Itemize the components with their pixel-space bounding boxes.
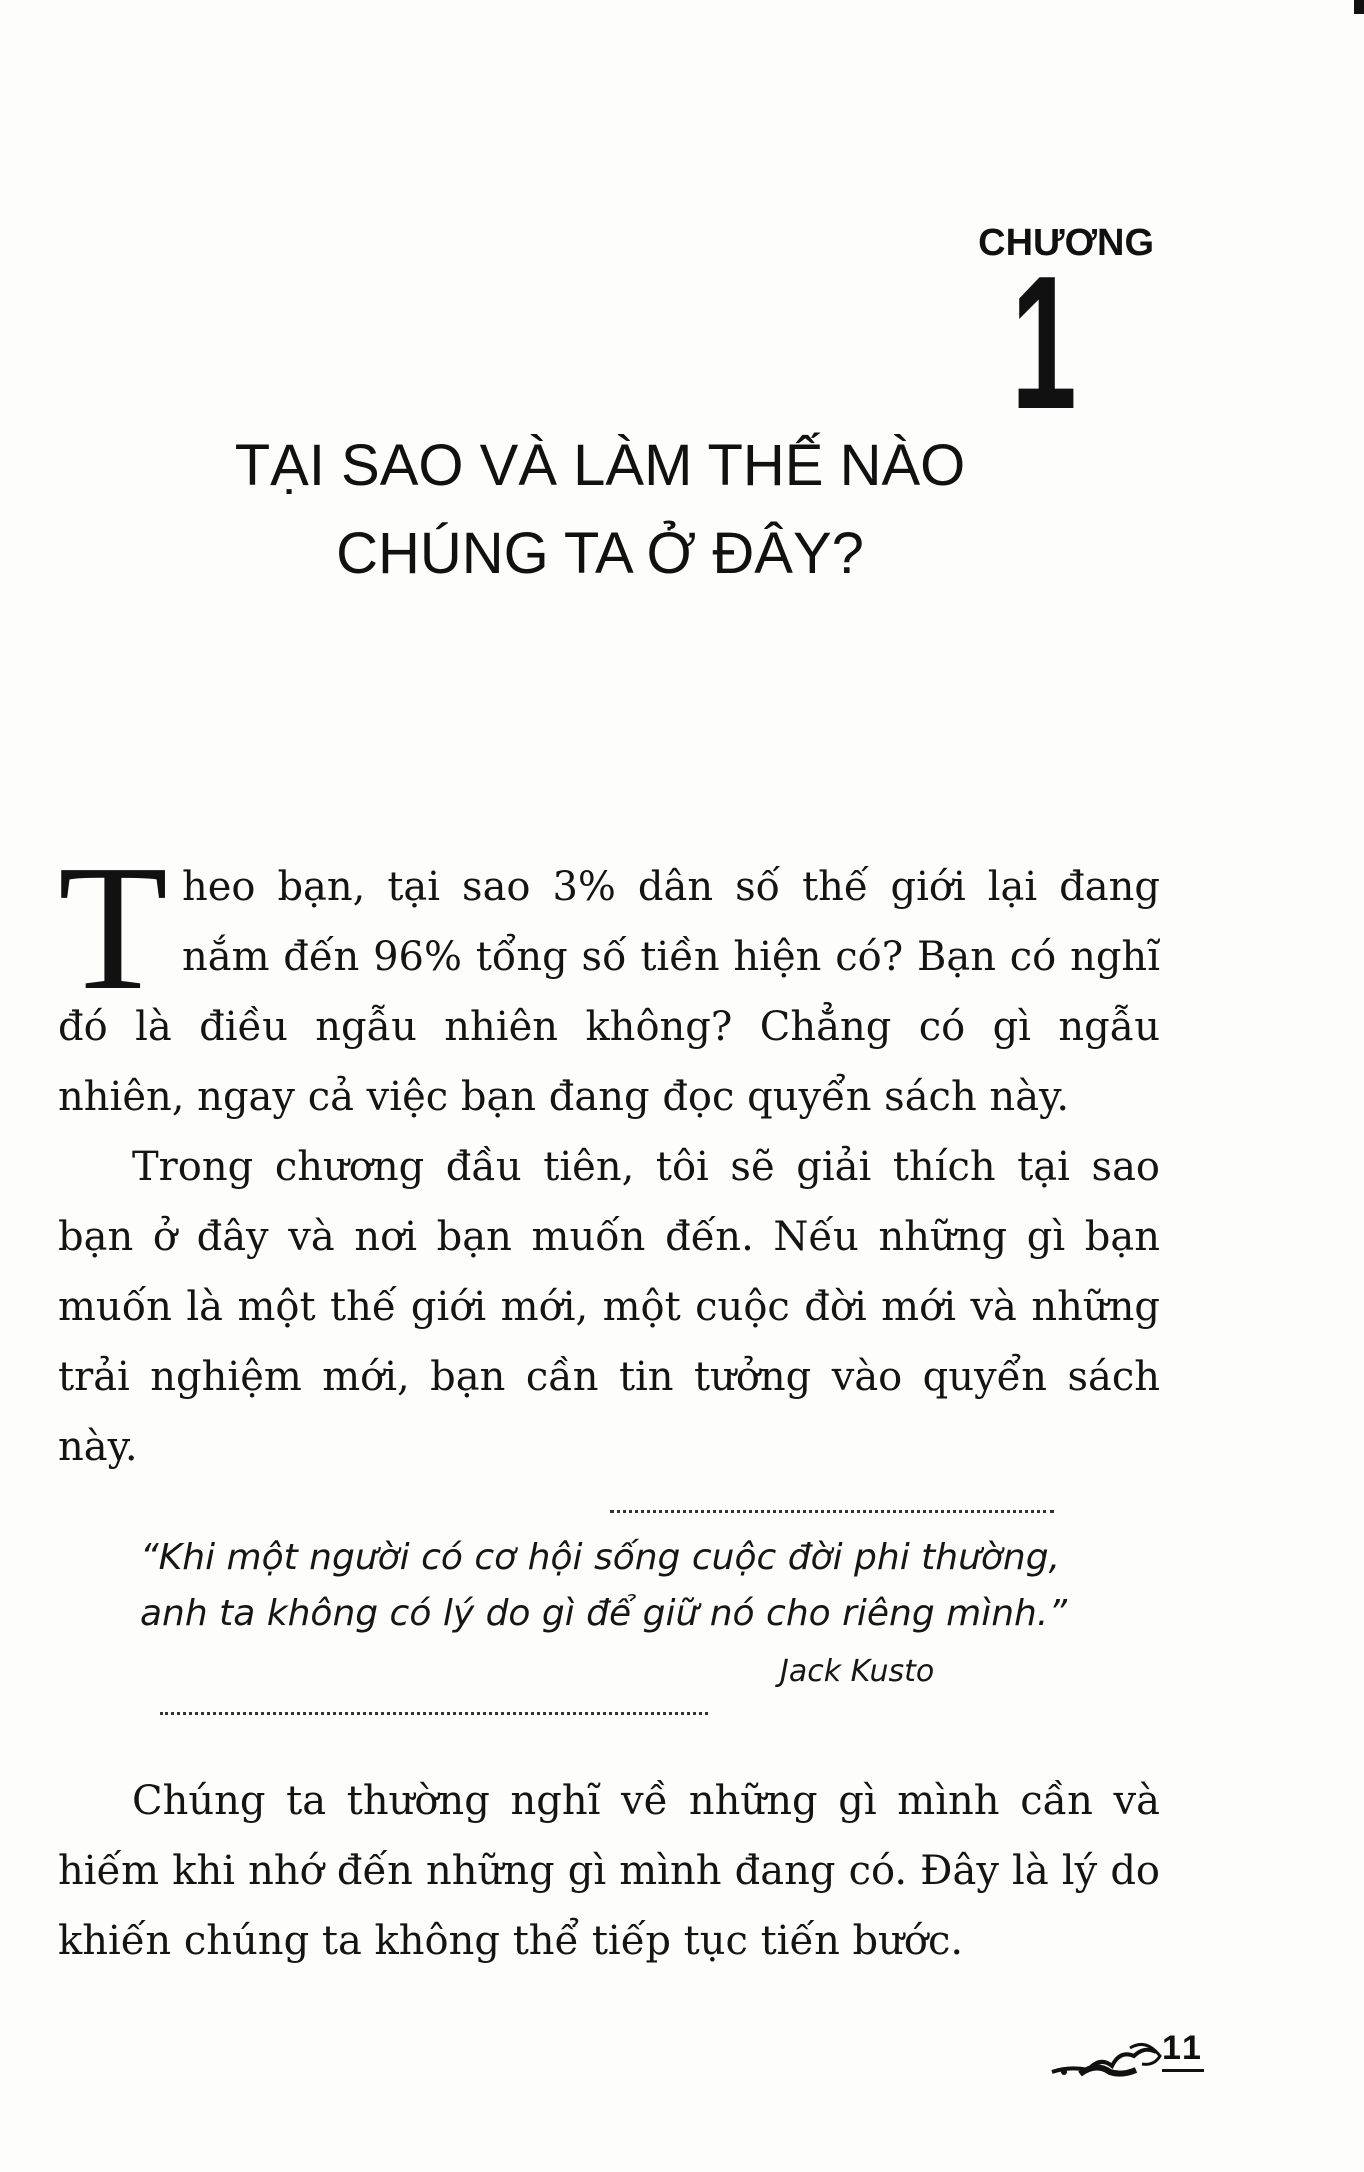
paragraph-1-text: heo bạn, tại sao 3% dân số thế giới lại đang nắm đến 96% tổng số tiền hiện có? Bạn có nghĩ đó là điều ngẫu nhiên không? Chẳng có gì ngẫu nhiên, ngay cả việc bạn đang đọc quyển sách này. — [58, 864, 1160, 1120]
chapter-label: CHƯƠNG — [978, 222, 1154, 264]
paragraph-3-text: Chúng ta thường nghĩ về những gì mình cần và hiếm khi nhớ đến những gì mình đang có. Đây là lý do khiến chúng ta không thể tiếp tục tiến bước. — [58, 1778, 1160, 1964]
quote-divider-top — [610, 1510, 1054, 1513]
quote-divider-bottom — [160, 1712, 708, 1715]
chapter-title — [150, 422, 1050, 598]
quote-block — [140, 1530, 1140, 1642]
chapter-title-line-2: CHÚNG TA Ở ĐÂY? — [336, 521, 864, 586]
quote-author: Jack Kusto — [780, 1654, 935, 1689]
paragraph-3 — [58, 1766, 1160, 1976]
paragraph-2 — [58, 1132, 1160, 1482]
decorative-flourish-icon — [1050, 2026, 1170, 2086]
paragraph-1 — [58, 828, 1160, 1132]
scan-corner-mark — [1354, 0, 1364, 14]
page-number: 11 — [1162, 2030, 1204, 2072]
chapter-title-line-1: TẠI SAO VÀ LÀM THẾ NÀO — [234, 433, 966, 498]
drop-cap: T — [58, 828, 168, 1027]
quote-line-2: anh ta không có lý do gì để giữ nó cho riêng mình.” — [140, 1593, 1067, 1634]
paragraph-2-text: Trong chương đầu tiên, tôi sẽ giải thích tại sao bạn ở đây và nơi bạn muốn đến. Nếu những gì bạn muốn là một thế giới mới, một cuộc đời mới và những trải nghiệm mới, bạn cần tin tưởng vào quyển sách này. — [58, 1144, 1160, 1470]
chapter-number: 1 — [1011, 237, 1077, 449]
quote-line-1: “Khi một người có cơ hội sống cuộc đời phi thường, — [140, 1537, 1061, 1578]
